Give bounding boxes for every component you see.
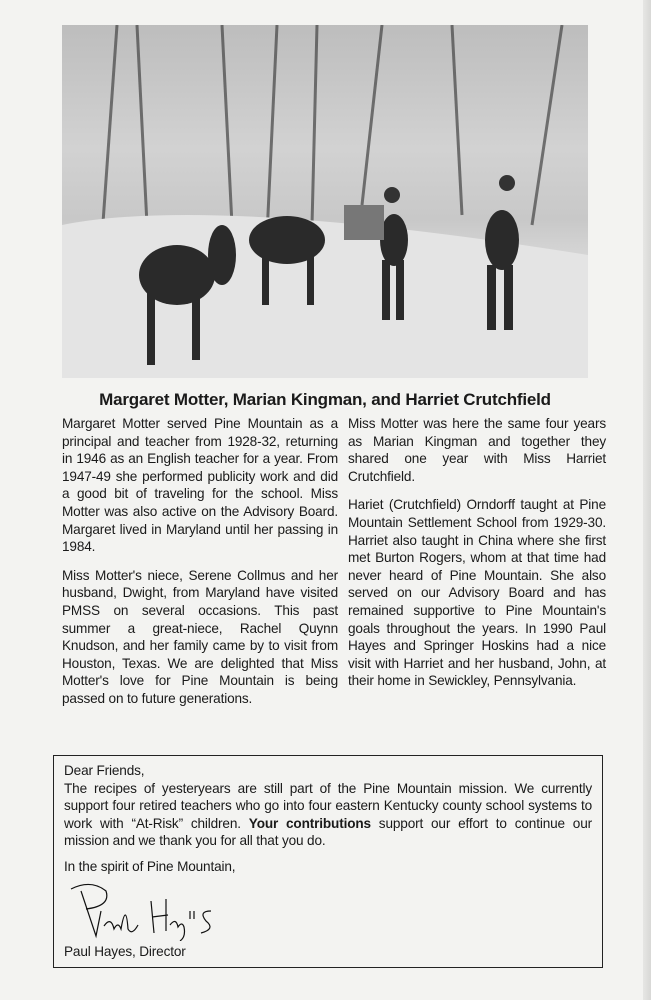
letter-body-text: support our effort to continue our mission and we thank you for all that you do. bbox=[64, 815, 593, 849]
left-column bbox=[62, 415, 338, 719]
page-edge bbox=[643, 0, 651, 1000]
letter-closing: In the spirit of Pine Mountain, bbox=[64, 858, 236, 874]
director-letter-box bbox=[53, 755, 603, 968]
paragraph: Miss Motter's niece, Serene Collmus and her husband, Dwight, from Maryland have visited PMSS on several occasions. This past summer a great-niece, Rachel Quynn Knudson, and her family came by to visit from Houston, Texas. We are delighted that Miss Motter's love for Pine Mountain is being passed on to future generations. bbox=[62, 567, 338, 706]
article-heading: Margaret Motter, Marian Kingman, and Harriet Crutchfield bbox=[99, 390, 551, 409]
paragraph: Miss Motter was here the same four years as Marian Kingman and together they shared one year with Miss Harriet Crutchfield. bbox=[348, 416, 606, 484]
letter-body bbox=[64, 780, 592, 850]
letter-body-text: The recipes of yesteryears are still part of the Pine Mountain mission. We currently support four retired teachers who go into four eastern Kentucky county school systems to work with “At-Risk” children. bbox=[64, 780, 592, 831]
signer-name: Paul Hayes, Director bbox=[64, 944, 186, 959]
paragraph: Margaret Motter served Pine Mountain as a principal and teacher from 1928-32, returning in 1946 as an English teacher for a year. From 1947-49 she performed publicity work and did a good bit of traveling for the school. Miss Motter was also active on the Advisory Board. Margaret lived in Maryland until her passing in 1984. bbox=[62, 416, 338, 555]
handwritten-signature bbox=[66, 881, 226, 941]
right-column bbox=[348, 415, 606, 701]
letter-body-emphasis: Your contributions bbox=[248, 815, 371, 831]
historic-photo-mules-and-women bbox=[62, 25, 588, 378]
paragraph: Hariet (Crutchfield) Orndorff taught at Pine Mountain Settlement School from 1929-30. Harriet also taught in China where she first met Burton Rogers, whom at that time had never heard of Pine Mountain. She also served on our Advisory Board and has remained supportive to Pine Mountain's goals throughout the years. In 1990 Paul Hayes and Springer Hoskins had a nice visit with Harriet and her husband, John, at their home in Sewickley, Pennsylvania. bbox=[348, 497, 606, 689]
letter-salutation: Dear Friends, bbox=[64, 763, 145, 778]
